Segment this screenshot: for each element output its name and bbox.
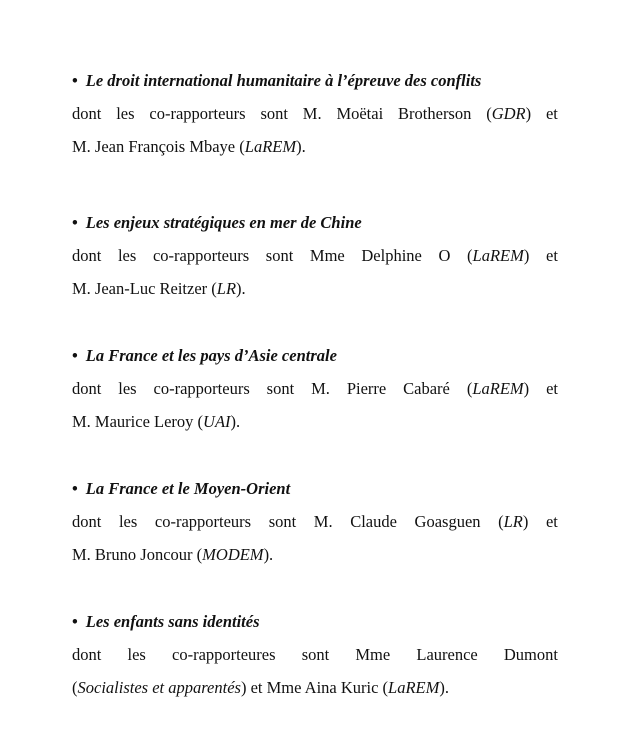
report-entry xyxy=(72,605,558,704)
rapporteurs-line xyxy=(72,372,558,405)
report-title xyxy=(72,339,558,372)
report-title xyxy=(72,64,558,97)
report-title xyxy=(72,472,558,505)
rapporteurs-line: M. Maurice Leroy (UAI). xyxy=(72,412,241,431)
rapporteurs-line: M. Bruno Joncour (MODEM). xyxy=(72,545,274,564)
report-title-text: Les enfants sans identités xyxy=(85,612,260,631)
word: O xyxy=(438,246,451,265)
word: co-rapporteurs xyxy=(153,379,250,398)
report-title-text: Les enjeux stratégiques en mer de Chine xyxy=(85,213,362,232)
rapporteurs-line xyxy=(72,239,558,272)
bullet-icon: • xyxy=(72,479,78,498)
word: sont xyxy=(260,104,288,123)
word: M. xyxy=(313,512,333,531)
word: dont xyxy=(72,379,102,398)
word: Goasguen xyxy=(414,512,481,531)
word: dont xyxy=(72,104,102,123)
word: et xyxy=(546,246,558,265)
word: les xyxy=(118,379,137,398)
party-group: (LaREM) xyxy=(467,246,530,265)
report-title-text: La France et le Moyen-Orient xyxy=(85,479,291,498)
rapporteurs-line xyxy=(72,638,558,671)
word: Dumont xyxy=(503,645,558,664)
word: les xyxy=(116,104,135,123)
word: sont xyxy=(301,645,330,664)
party-name: LR xyxy=(216,279,237,298)
report-title xyxy=(72,206,558,239)
word: les xyxy=(118,512,138,531)
word: Claude xyxy=(350,512,397,531)
party-name: LaREM xyxy=(388,678,440,697)
word: Pierre xyxy=(346,379,387,398)
rapporteurs-line: M. Jean François Mbaye (LaREM). xyxy=(72,137,306,156)
word: Laurence xyxy=(416,645,478,664)
word: dont xyxy=(72,645,102,664)
bullet-icon: • xyxy=(72,346,78,365)
party-group: (LaREM) xyxy=(466,379,530,398)
party-name: LaREM xyxy=(472,246,524,265)
word: Mme xyxy=(355,645,391,664)
rapporteurs-line xyxy=(72,505,558,538)
party-name: LR xyxy=(503,512,523,531)
party-name: MODEM xyxy=(202,545,264,564)
rapporteurs-line xyxy=(72,97,558,130)
word: co-rapporteurs xyxy=(154,512,252,531)
word: sont xyxy=(265,246,294,265)
report-title-text: Le droit international humanitaire à l’épreuve des conflits xyxy=(85,71,482,90)
party-name: Socialistes et apparentés xyxy=(77,678,241,697)
word: dont xyxy=(72,246,102,265)
word: Delphine xyxy=(361,246,422,265)
word: les xyxy=(127,645,146,664)
report-entry xyxy=(72,339,558,438)
rapporteurs-line: M. Jean-Luc Reitzer (LR). xyxy=(72,279,246,298)
party-group: (GDR) xyxy=(486,104,532,123)
word: et xyxy=(545,104,558,123)
bullet-icon: • xyxy=(72,612,78,631)
report-title-text: La France et les pays d’Asie centrale xyxy=(85,346,337,365)
word: et xyxy=(545,512,558,531)
word: co-rapporteurs xyxy=(152,246,250,265)
bullet-icon: • xyxy=(72,213,78,232)
report-entry xyxy=(72,472,558,571)
word: sont xyxy=(266,379,295,398)
word: Mme xyxy=(309,246,345,265)
word: co-rapporteurs xyxy=(149,104,246,123)
party-name: GDR xyxy=(491,104,526,123)
report-entry xyxy=(72,206,558,305)
word: Brotherson xyxy=(398,104,472,123)
party-name: LaREM xyxy=(472,379,524,398)
report-entry xyxy=(72,64,558,163)
word: les xyxy=(117,246,137,265)
word: et xyxy=(546,379,558,398)
rapporteurs-line: (Socialistes et apparentés) et Mme Aina Kuric (LaREM). xyxy=(72,678,450,697)
bullet-icon: • xyxy=(72,71,78,90)
word: co-rapporteures xyxy=(172,645,276,664)
word: Cabaré xyxy=(403,379,450,398)
report-title xyxy=(72,605,558,638)
word: M. xyxy=(302,104,322,123)
party-group: (LR) xyxy=(498,512,529,531)
word: Moëtai xyxy=(336,104,384,123)
word: sont xyxy=(268,512,297,531)
word: M. xyxy=(311,379,330,398)
word: dont xyxy=(72,512,102,531)
party-name: LaREM xyxy=(244,137,297,156)
party-name: UAI xyxy=(203,412,231,431)
